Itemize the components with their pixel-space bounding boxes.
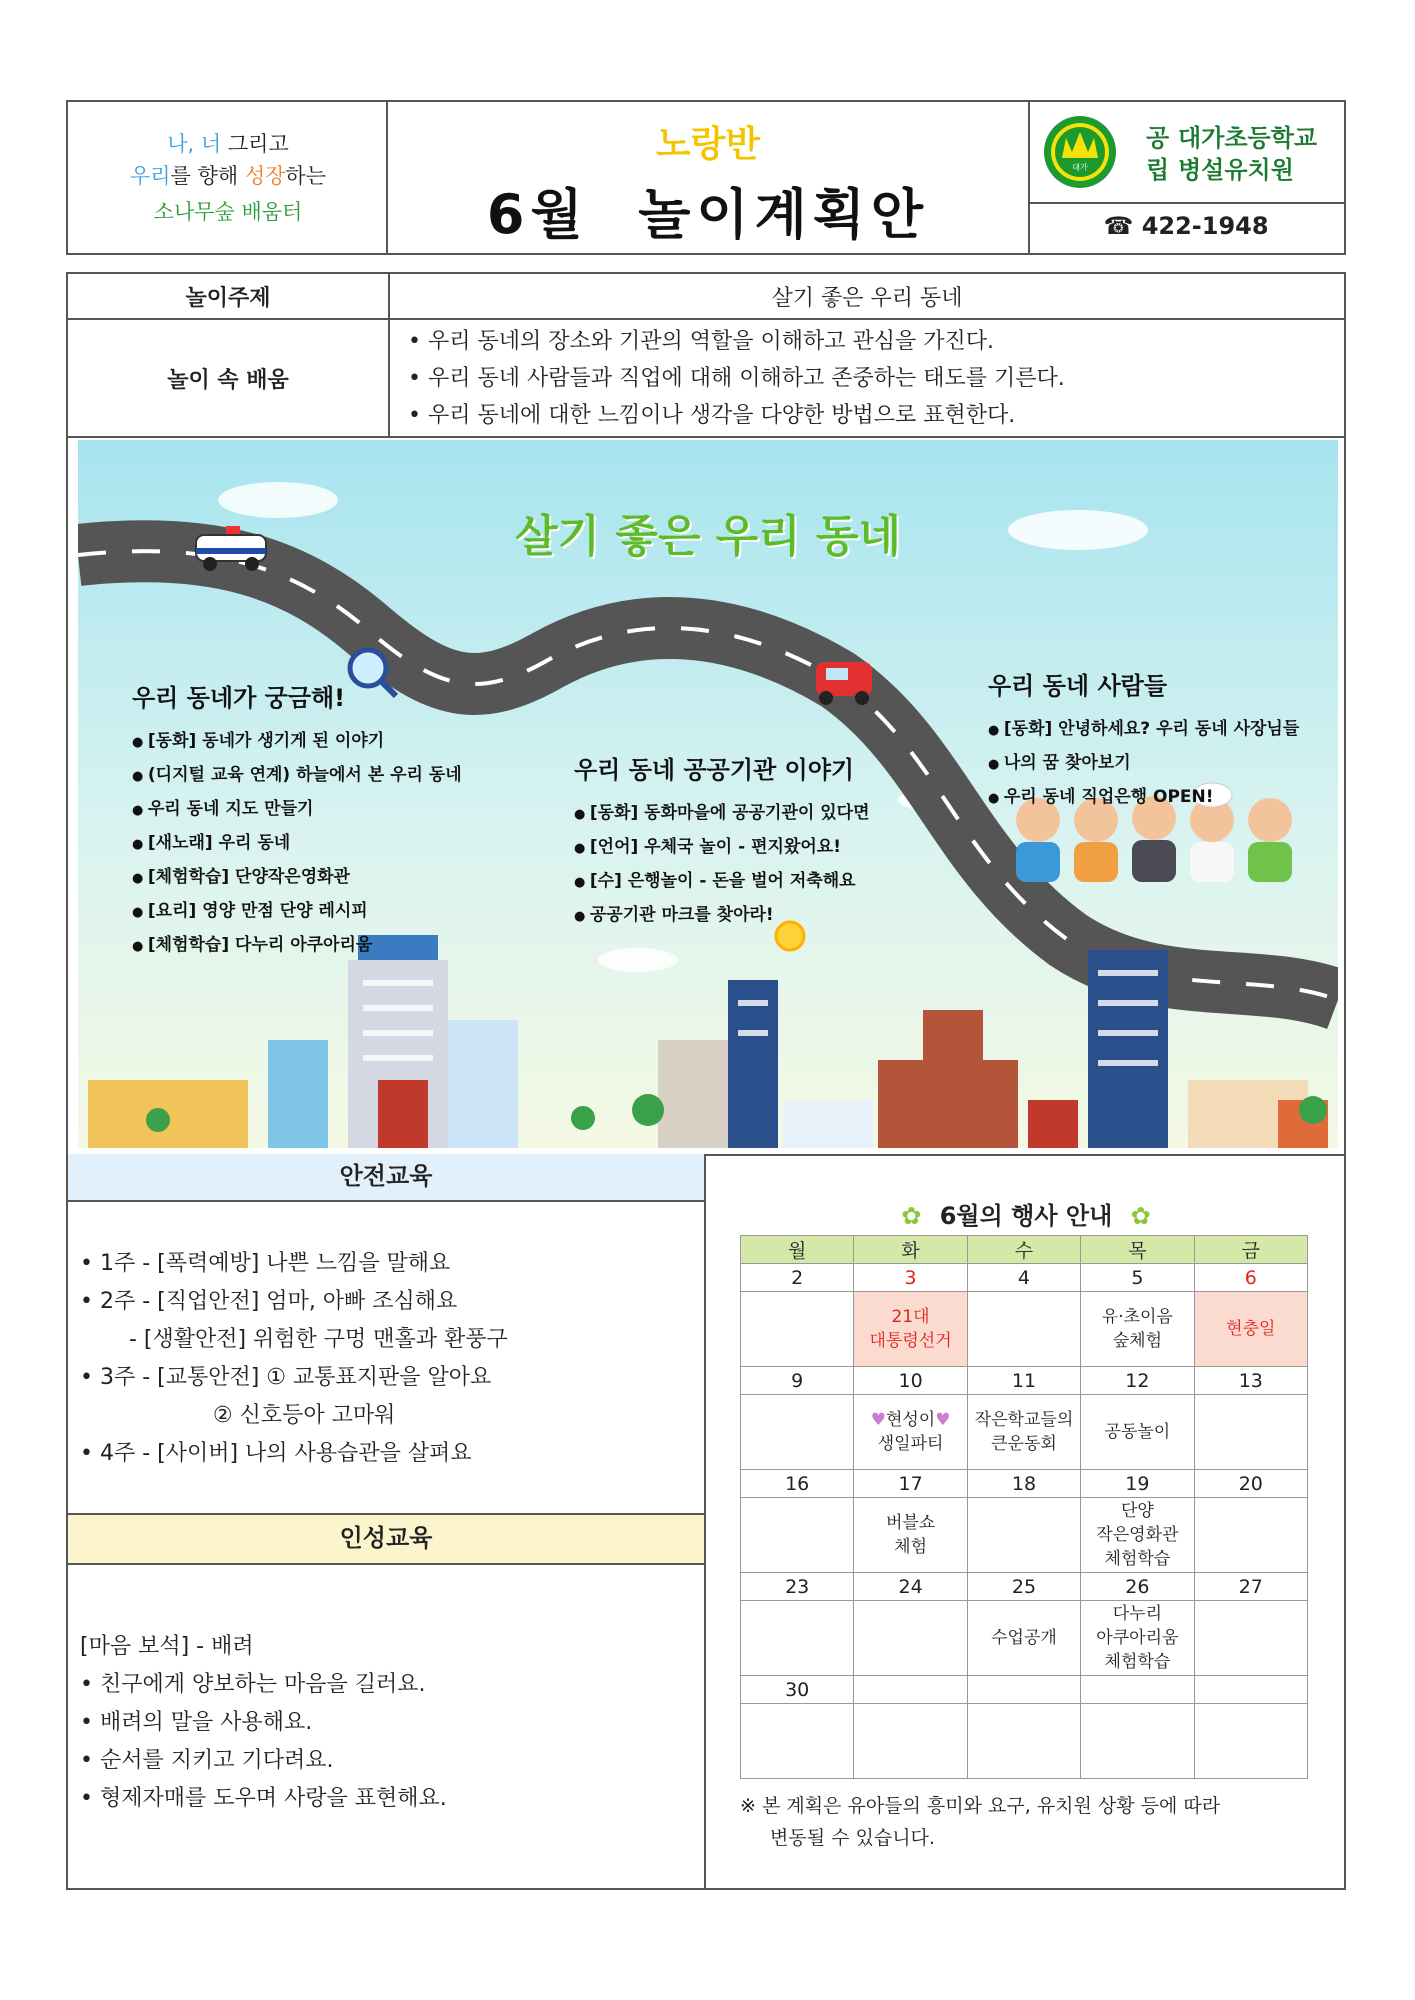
- school-name-bottom: 병설유치원: [1178, 156, 1294, 184]
- poster-list-item: ● [요리] 영양 만점 단양 레시피: [132, 895, 462, 929]
- calendar-date: 16: [741, 1470, 854, 1498]
- calendar-date: 18: [967, 1470, 1080, 1498]
- calendar-date: [967, 1676, 1080, 1704]
- town-buildings: [88, 935, 1328, 1148]
- poster-list-item: ● [새노래] 우리 동네: [132, 827, 462, 861]
- flower-icon: ✿: [1130, 1202, 1151, 1230]
- calendar-event: 작은학교들의 큰운동회: [967, 1395, 1080, 1470]
- calendar-date: 12: [1081, 1367, 1194, 1395]
- poster-group-people: [988, 666, 1299, 815]
- phone-number: 422-1948: [1141, 212, 1269, 240]
- calendar-event-row: [741, 1601, 1308, 1676]
- poster-group-public: [574, 750, 870, 933]
- calendar-date: 5: [1081, 1264, 1194, 1292]
- calendar-event: [1194, 1395, 1307, 1470]
- poster-list-item: ● 나의 꿈 찾아보기: [988, 747, 1299, 781]
- safety-title: 안전교육: [68, 1154, 704, 1202]
- calendar-event: 21대 대통령선거: [854, 1292, 967, 1367]
- poster-list-item: ● 공공기관 마크를 찾아라!: [574, 899, 870, 933]
- calendar-date-row: [741, 1264, 1308, 1292]
- motto-line-2: 우리를 향해 성장하는: [130, 164, 326, 188]
- poster-group-heading: 우리 동네 공공기관 이야기: [574, 756, 855, 784]
- motto-line-1: 나, 너 그리고: [167, 132, 289, 156]
- calendar-event: 유·초이음 숲체험: [1081, 1292, 1194, 1367]
- calendar-event: [741, 1395, 854, 1470]
- safety-item: • 3주 - [교통안전] ① 교통표지판을 알아요: [80, 1365, 492, 1390]
- safety-item: - [생활안전] 위험한 구멍 맨홀과 환풍구: [80, 1327, 508, 1352]
- calendar-header-row: [741, 1236, 1308, 1264]
- calendar-date: 20: [1194, 1470, 1307, 1498]
- safety-item: • 4주 - [사이버] 나의 사용습관을 살펴요: [80, 1441, 472, 1466]
- calendar-date: 10: [854, 1367, 967, 1395]
- safety-item: ② 신호등아 고마워: [80, 1403, 396, 1428]
- calendar-event: 다누리 아쿠아리움 체험학습: [1081, 1601, 1194, 1676]
- theme-value: 살기 좋은 우리 동네: [389, 273, 1345, 319]
- calendar-date-row: [741, 1573, 1308, 1601]
- events-title-row: [706, 1196, 1346, 1231]
- poster-list-item: ● [동화] 동화마을에 공공기관이 있다면: [574, 797, 870, 831]
- learning-list: [389, 319, 1345, 437]
- calendar-date: 6: [1194, 1264, 1307, 1292]
- character-item: • 배려의 말을 사용해요.: [80, 1710, 313, 1735]
- poster-list-item: ● [수] 은행놀이 - 돈을 벌어 저축해요: [574, 865, 870, 899]
- bottom-divider: [704, 1154, 706, 1890]
- calendar-date: [854, 1676, 967, 1704]
- phone-row: [1028, 212, 1344, 240]
- calendar-date: 30: [741, 1676, 854, 1704]
- weekday-header: 월: [741, 1236, 854, 1264]
- calendar-date: 24: [854, 1573, 967, 1601]
- calendar-event: [741, 1498, 854, 1573]
- poster-list-item: ● [동화] 동네가 생기게 된 이야기: [132, 725, 462, 759]
- calendar-date: 2: [741, 1264, 854, 1292]
- calendar-date: 11: [967, 1367, 1080, 1395]
- calendar-date: [1081, 1676, 1194, 1704]
- calendar-date-row: [741, 1470, 1308, 1498]
- calendar-event-row: [741, 1395, 1308, 1470]
- note-line: ※ 본 계획은 유아들의 흥미와 요구, 유치원 상황 등에 따라: [740, 1795, 1221, 1817]
- calendar-event: [967, 1292, 1080, 1367]
- calendar-date: 19: [1081, 1470, 1194, 1498]
- poster-group-heading: 우리 동네가 궁금해!: [132, 684, 346, 712]
- school-label-bottom: 립: [1146, 156, 1170, 184]
- flower-icon: ✿: [901, 1202, 922, 1230]
- poster-list-item: ● [체험학습] 다누리 아쿠아리움: [132, 929, 462, 963]
- learning-label: 놀이 속 배움: [67, 319, 389, 437]
- motto-box: [66, 100, 388, 255]
- calendar-date: 23: [741, 1573, 854, 1601]
- school-seal-icon: [1042, 114, 1118, 190]
- poster-title: 살기 좋은 우리 동네: [515, 511, 901, 562]
- calendar-date-row: [741, 1367, 1308, 1395]
- svg-text:대가: 대가: [1072, 163, 1088, 172]
- weekday-header: 금: [1194, 1236, 1307, 1264]
- poster-list-item: ● 우리 동네 지도 만들기: [132, 793, 462, 827]
- events-title: 6월의 행사 안내: [939, 1202, 1113, 1230]
- calendar-event: [1194, 1601, 1307, 1676]
- calendar-date: 26: [1081, 1573, 1194, 1601]
- poster-list-item: ● [언어] 우체국 놀이 - 편지왔어요!: [574, 831, 870, 865]
- plan-title: 6월 놀이계획안: [486, 183, 930, 246]
- calendar-event: [1194, 1498, 1307, 1573]
- events-calendar: [740, 1235, 1308, 1779]
- poster-group-curious: [132, 678, 462, 963]
- poster-list-item: ● [동화] 안녕하세요? 우리 동네 사장님들: [988, 713, 1299, 747]
- character-item: • 형제자매를 도우며 사랑을 표현해요.: [80, 1786, 447, 1811]
- poster-list-item: ● 우리 동네 직업은행 OPEN!: [988, 781, 1299, 815]
- safety-item: • 2주 - [직업안전] 엄마, 아빠 조심해요: [80, 1289, 458, 1314]
- character-item: • 순서를 지키고 기다려요.: [80, 1748, 334, 1773]
- motto-line-3: 소나무숲 배움터: [153, 200, 303, 224]
- poster-illustration: [78, 440, 1338, 1148]
- calendar-event: [741, 1601, 854, 1676]
- calendar-event: [854, 1704, 967, 1779]
- character-list: [80, 1628, 700, 1818]
- learning-item: • 우리 동네 사람들과 직업에 대해 이해하고 존중하는 태도를 기른다.: [408, 365, 1065, 391]
- theme-table: [66, 272, 1346, 438]
- weekday-header: 목: [1081, 1236, 1194, 1264]
- calendar-date: 13: [1194, 1367, 1307, 1395]
- school-label-top: 공: [1146, 124, 1170, 152]
- telephone-icon: ☎: [1103, 212, 1134, 240]
- calendar-event: [854, 1601, 967, 1676]
- theme-label: 놀이주제: [67, 273, 389, 319]
- calendar-date: 3: [854, 1264, 967, 1292]
- poster-list-item: ● [체험학습] 단양작은영화관: [132, 861, 462, 895]
- learning-item: • 우리 동네에 대한 느낌이나 생각을 다양한 방법으로 표현한다.: [408, 402, 1016, 428]
- poster-list-item: ● (디지털 교육 연계) 하늘에서 본 우리 동네: [132, 759, 462, 793]
- school-name-top: 대가초등학교: [1178, 124, 1318, 152]
- calendar-date-row: [741, 1676, 1308, 1704]
- calendar-date: 9: [741, 1367, 854, 1395]
- safety-list: [80, 1245, 700, 1473]
- calendar-date: 25: [967, 1573, 1080, 1601]
- calendar-event-row: [741, 1498, 1308, 1573]
- calendar-event: [967, 1498, 1080, 1573]
- calendar-event: 수업공개: [967, 1601, 1080, 1676]
- plan-title-box: [386, 100, 1030, 255]
- calendar-event: 버블쇼 체험: [854, 1498, 967, 1573]
- calendar-date: [1194, 1676, 1307, 1704]
- calendar-date: 27: [1194, 1573, 1307, 1601]
- calendar-event-row: [741, 1292, 1308, 1367]
- weekday-header: 수: [967, 1236, 1080, 1264]
- calendar-event: [1194, 1704, 1307, 1779]
- calendar-event: [967, 1704, 1080, 1779]
- calendar-event: [741, 1704, 854, 1779]
- calendar-event: 공동놀이: [1081, 1395, 1194, 1470]
- events-note: [740, 1790, 1340, 1854]
- note-line: 변동될 수 있습니다.: [770, 1827, 935, 1849]
- calendar-event: [1081, 1704, 1194, 1779]
- class-name: 노랑반: [655, 124, 761, 165]
- character-item: [마음 보석] - 배려: [80, 1634, 254, 1659]
- poster-group-heading: 우리 동네 사람들: [988, 672, 1167, 700]
- weekday-header: 화: [854, 1236, 967, 1264]
- calendar-date: 4: [967, 1264, 1080, 1292]
- character-item: • 친구에게 양보하는 마음을 길러요.: [80, 1672, 426, 1697]
- calendar-event: 단양 작은영화관 체험학습: [1081, 1498, 1194, 1573]
- calendar-date: 17: [854, 1470, 967, 1498]
- calendar-event-row: [741, 1704, 1308, 1779]
- character-title: 인성교육: [68, 1513, 704, 1565]
- school-box: [1028, 100, 1346, 255]
- calendar-event: ♥현성이♥ 생일파티: [854, 1395, 967, 1470]
- learning-item: • 우리 동네의 장소와 기관의 역할을 이해하고 관심을 가진다.: [408, 328, 994, 354]
- calendar-event: [741, 1292, 854, 1367]
- calendar-event: 현충일: [1194, 1292, 1307, 1367]
- safety-item: • 1주 - [폭력예방] 나쁜 느낌을 말해요: [80, 1251, 451, 1276]
